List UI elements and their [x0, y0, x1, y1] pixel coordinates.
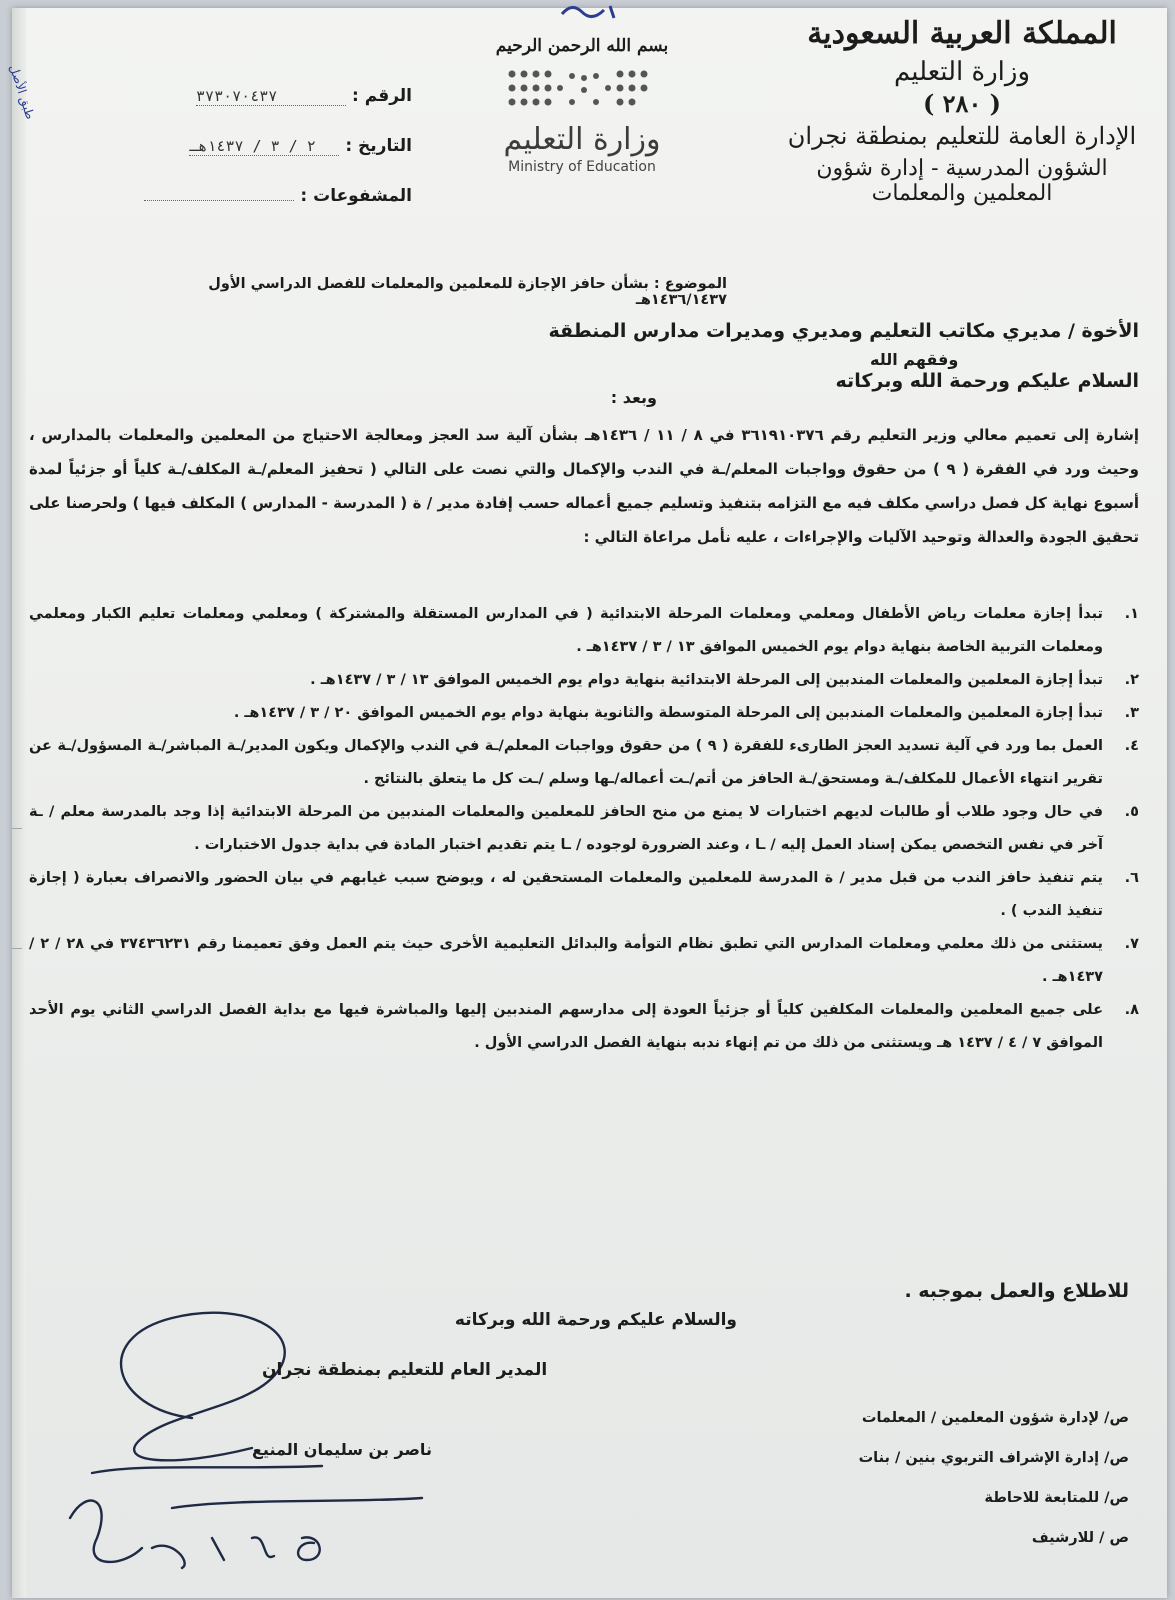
list-item — [29, 664, 1139, 697]
addressee-blessing: وفقهم الله — [870, 350, 959, 369]
blue-pen-mark — [552, 0, 632, 22]
directorate-title: الإدارة العامة للتعليم بمنطقة نجران — [787, 122, 1137, 150]
number-value: ٣٧٣٠٧٠٤٣٧ — [196, 87, 346, 106]
item-number: ٧. — [1124, 936, 1139, 952]
date-label: التاريخ : — [345, 136, 412, 156]
letter-page — [6, 8, 1167, 1598]
paper-fold — [12, 8, 26, 1598]
item-number: ١. — [1124, 606, 1139, 622]
attachments-label: المشفوعات : — [300, 186, 412, 206]
item-text: تبدأ إجازة المعلمين والمعلمات المندبين إلى المرحلة المتوسطة والثانوية بنهاية دوام يوم الخميس الموافق ٢٠ / ٣ / ١٤٣٧هـ . — [233, 705, 1103, 721]
attachments-value — [144, 200, 294, 201]
list-item — [29, 928, 1139, 994]
list-item — [29, 862, 1139, 928]
letter-code: ( ٢٨٠ ) — [922, 89, 1002, 118]
reference-block — [122, 86, 412, 236]
item-number: ٢. — [1124, 672, 1139, 688]
ministry-logo — [487, 36, 677, 236]
list-item — [29, 994, 1139, 1060]
list-item — [29, 730, 1139, 796]
kingdom-title: المملكة العربية السعودية — [807, 16, 1117, 51]
attachments-row — [122, 186, 412, 206]
number-row — [122, 86, 412, 106]
item-text: يستثنى من ذلك معلمي ومعلمات المدارس التي تطبق نظام التوأمة والبدائل التعليمية الأخرى حيث يتم العمل وفق تعميمنا رقم ٣٧٤٣٦٢٣١ في ٢٨ / ٢ / ١٤٣٧هـ . — [29, 936, 1103, 985]
fold-mark — [12, 828, 22, 829]
cc-item: ص/ إدارة الإشراف التربوي بنين / بنات — [858, 1450, 1129, 1466]
wabad: وبعد : — [610, 388, 657, 407]
item-text: في حال وجود طلاب أو طالبات لديهم اختبارات لا يمنع من منح الحافز للمعلمين والمعلمات المندبين من المرحلة الابتدائية إذا وجد بالمدرسة معلم / ـة آخر في نفس التخصص يمكن إسناد العمل إليه / ـا ، وعند الضرورة لوجوده / ـا يتم تقديم اختبار المادة في بداية جدول الاختبارات . — [29, 804, 1103, 853]
intro-paragraph: إشارة إلى تعميم معالي وزير التعليم رقم ٣٦١٩١٠٣٧٦ في ٨ / ١١ / ١٤٣٦هـ بشأن آلية سد العجز ومعالجة الاحتياج من المعلمين والمعلمات بالمدارس ، وحيث ورد في الفقرة ( ٩ ) من حقوق وواجبات المعلم/ـة في الندب والإكمال والتي نصت على التالي ( تحفيز المعلم/ـة المكلف/ـة كلياً أو جزئياً لمدة أسبوع نهاية كل فصل دراسي مكلف فيه مع التزامه بتنفيذ وتسليم جميع أعماله حسب إفادة مدير / ة ( المدرسة - المدارس ) المكلف فيها ) ولحرصنا على تحقيق الجودة والعدالة وتوحيد الآليات والإجراءات ، عليه نأمل مراعاة التالي : — [29, 426, 1139, 546]
closing-greeting: والسلام عليكم ورحمة الله وبركاته — [454, 1310, 737, 1330]
item-text: تبدأ إجازة المعلمين والمعلمات المندبين إلى المرحلة الابتدائية بنهاية دوام يوم الخميس الموافق ١٣ / ٣ / ١٤٣٧هـ . — [310, 672, 1103, 688]
basmala: بسم الله الرحمن الرحيم — [495, 36, 669, 56]
cc-list — [859, 1398, 1129, 1558]
logo-name-english: Ministry of Education — [508, 159, 656, 175]
item-text: يتم تنفيذ حافز الندب من قبل مدير / ة المدرسة للمعلمين والمعلمات المستحقين له ، ويوضح سبب غيابهم في بيان الحضور والانصراف بعبارة ( إجازة تنفيذ الندب ) . — [29, 870, 1103, 919]
dots-logo-icon — [502, 64, 662, 112]
item-text: تبدأ إجازة معلمات رياض الأطفال ومعلمي ومعلمات المرحلة الابتدائية ( في المدارس المستقلة والمشتركة ) ومعلمي ومعلمات تعليم الكبار ومعلمي ومعلمات التربية الخاصة بنهاية دوام يوم الخميس الموافق ١٣ / ٣ / ١٤٣٧هـ . — [29, 606, 1103, 655]
logo-name-arabic: وزارة التعليم — [503, 122, 661, 157]
item-text: على جميع المعلمين والمعلمات المكلفين كلياً أو جزئياً العودة إلى مدارسهم المندبين إليها والمباشرة فيها مع بداية الفصل الدراسي الثاني يوم الأحد الموافق ٧ / ٤ / ١٤٣٧ هـ ويستثنى من ذلك من تم إنهاء ندبه بنهاية الفصل الدراسي الأول . — [29, 1002, 1103, 1051]
date-value: ٢ / ٣ / ١٤٣٧هـ — [189, 137, 339, 156]
letterhead-right — [777, 16, 1147, 206]
greeting: السلام عليكم ورحمة الله وبركاته — [835, 370, 1139, 392]
list-item — [29, 697, 1139, 730]
item-number: ٨. — [1124, 1002, 1139, 1018]
subject-line: الموضوع : بشأن حافز الإجازة للمعلمين والمعلمات للفصل الدراسي الأول ١٤٣٦/١٤٣٧هـ — [208, 276, 727, 308]
list-item — [29, 796, 1139, 862]
instructions-list — [29, 598, 1139, 1060]
signatory-title: المدير العام للتعليم بمنطقة نجران — [262, 1360, 548, 1380]
cc-item: ص/ لإدارة شؤون المعلمين / المعلمات — [861, 1410, 1129, 1426]
date-row — [122, 136, 412, 156]
ministry-title: وزارة التعليم — [893, 57, 1031, 87]
item-number: ٥. — [1124, 804, 1139, 820]
item-number: ٣. — [1124, 705, 1139, 721]
item-number: ٦. — [1124, 870, 1139, 886]
item-text: العمل بما ورد في آلية تسديد العجز الطارىء للفقرة ( ٩ ) من حقوق وواجبات المعلم/ـة في الندب والإكمال ويكون المدير/ـة المباشر/ـة المسؤول/ـة عن تقرير انتهاء الأعمال للمكلف/ـة ومستحق/ـة الحافز من أتم/ـت أعماله/ـها وسلم /ـت كل ما يتعلق بالنتائج . — [29, 738, 1103, 787]
item-number: ٤. — [1124, 738, 1139, 754]
addressee: الأخوة / مديري مكاتب التعليم ومديري ومديرات مدارس المنطقة — [548, 320, 1139, 342]
department-title: الشؤون المدرسية - إدارة شؤون المعلمين والمعلمات — [816, 156, 1108, 206]
cc-item: ص / للارشيف — [1031, 1530, 1129, 1546]
closing-action: للاطلاع والعمل بموجبه . — [904, 1280, 1129, 1302]
signatory-name: ناصر بن سليمان المنيع — [252, 1440, 432, 1459]
number-label: الرقم : — [352, 86, 412, 106]
margin-handwriting: طبق الأصل — [6, 63, 38, 122]
cc-item: ص/ للمتابعة للاحاطة — [984, 1490, 1129, 1506]
fold-mark — [12, 948, 22, 949]
list-item — [29, 598, 1139, 664]
